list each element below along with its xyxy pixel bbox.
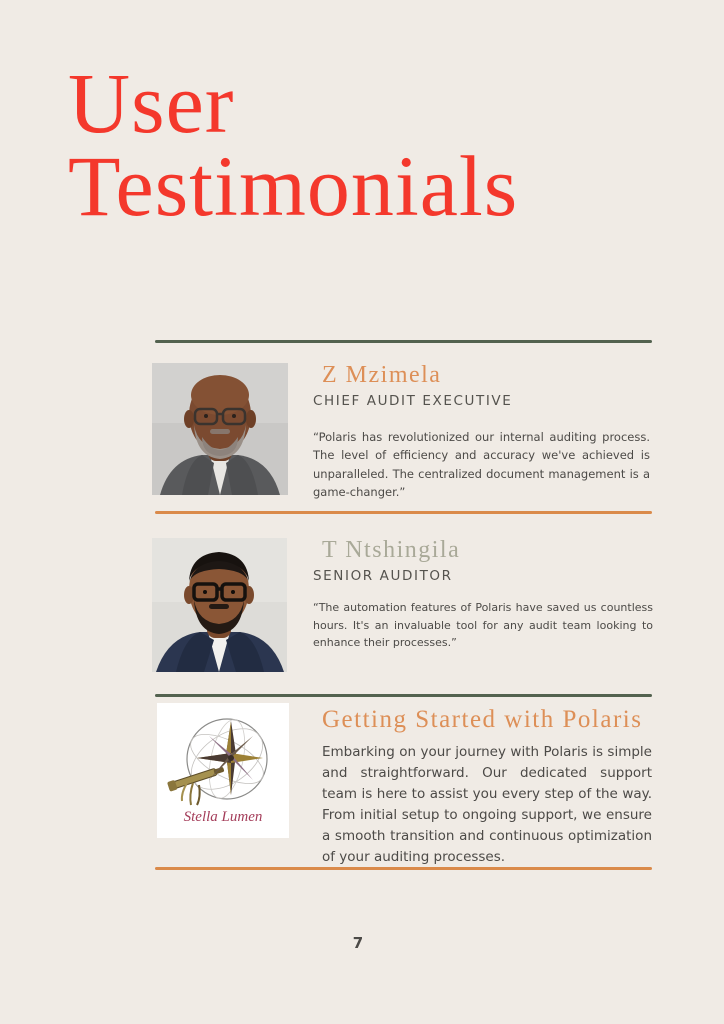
divider-orange-mid <box>155 511 652 514</box>
testimonial-role: SENIOR AUDITOR <box>313 568 453 584</box>
page-title <box>68 55 668 234</box>
logo-script-text: Stella Lumen <box>183 809 263 825</box>
divider-green-top <box>155 340 652 343</box>
divider-green-bottom <box>155 694 652 697</box>
testimonial-name: T Ntshingila <box>322 537 461 563</box>
divider-orange-bottom <box>155 867 652 870</box>
testimonial-photo-z-mzimela <box>152 363 288 495</box>
page-number: 7 <box>352 934 364 952</box>
testimonial-role: CHIEF AUDIT EXECUTIVE <box>313 393 513 409</box>
testimonial-photo-t-ntshingila <box>152 538 287 672</box>
testimonial-quote: “Polaris has revolutionized our internal auditing process. The level of efficiency and accuracy we've achieved is unparalleled. The centralized document management is a game-changer.” <box>313 430 650 500</box>
getting-started-body: Embarking on your journey with Polaris is simple and straightforward. Our dedicated support team is here to assist you every step of the way. From initial setup to ongoing support, we ensure a smooth transition and continuous optimization of your auditing processes. <box>322 744 652 865</box>
testimonial-name: Z Mzimela <box>322 362 442 388</box>
getting-started-heading: Getting Started with Polaris <box>322 706 643 733</box>
stella-lumen-logo <box>157 703 289 838</box>
page-title-line2: Testimonials <box>68 137 519 234</box>
page-title-line1: User <box>68 55 235 151</box>
testimonial-quote: “The automation features of Polaris have saved us countless hours. It's an invaluable tool for any audit team looking to enhance their processes.” <box>313 601 653 650</box>
